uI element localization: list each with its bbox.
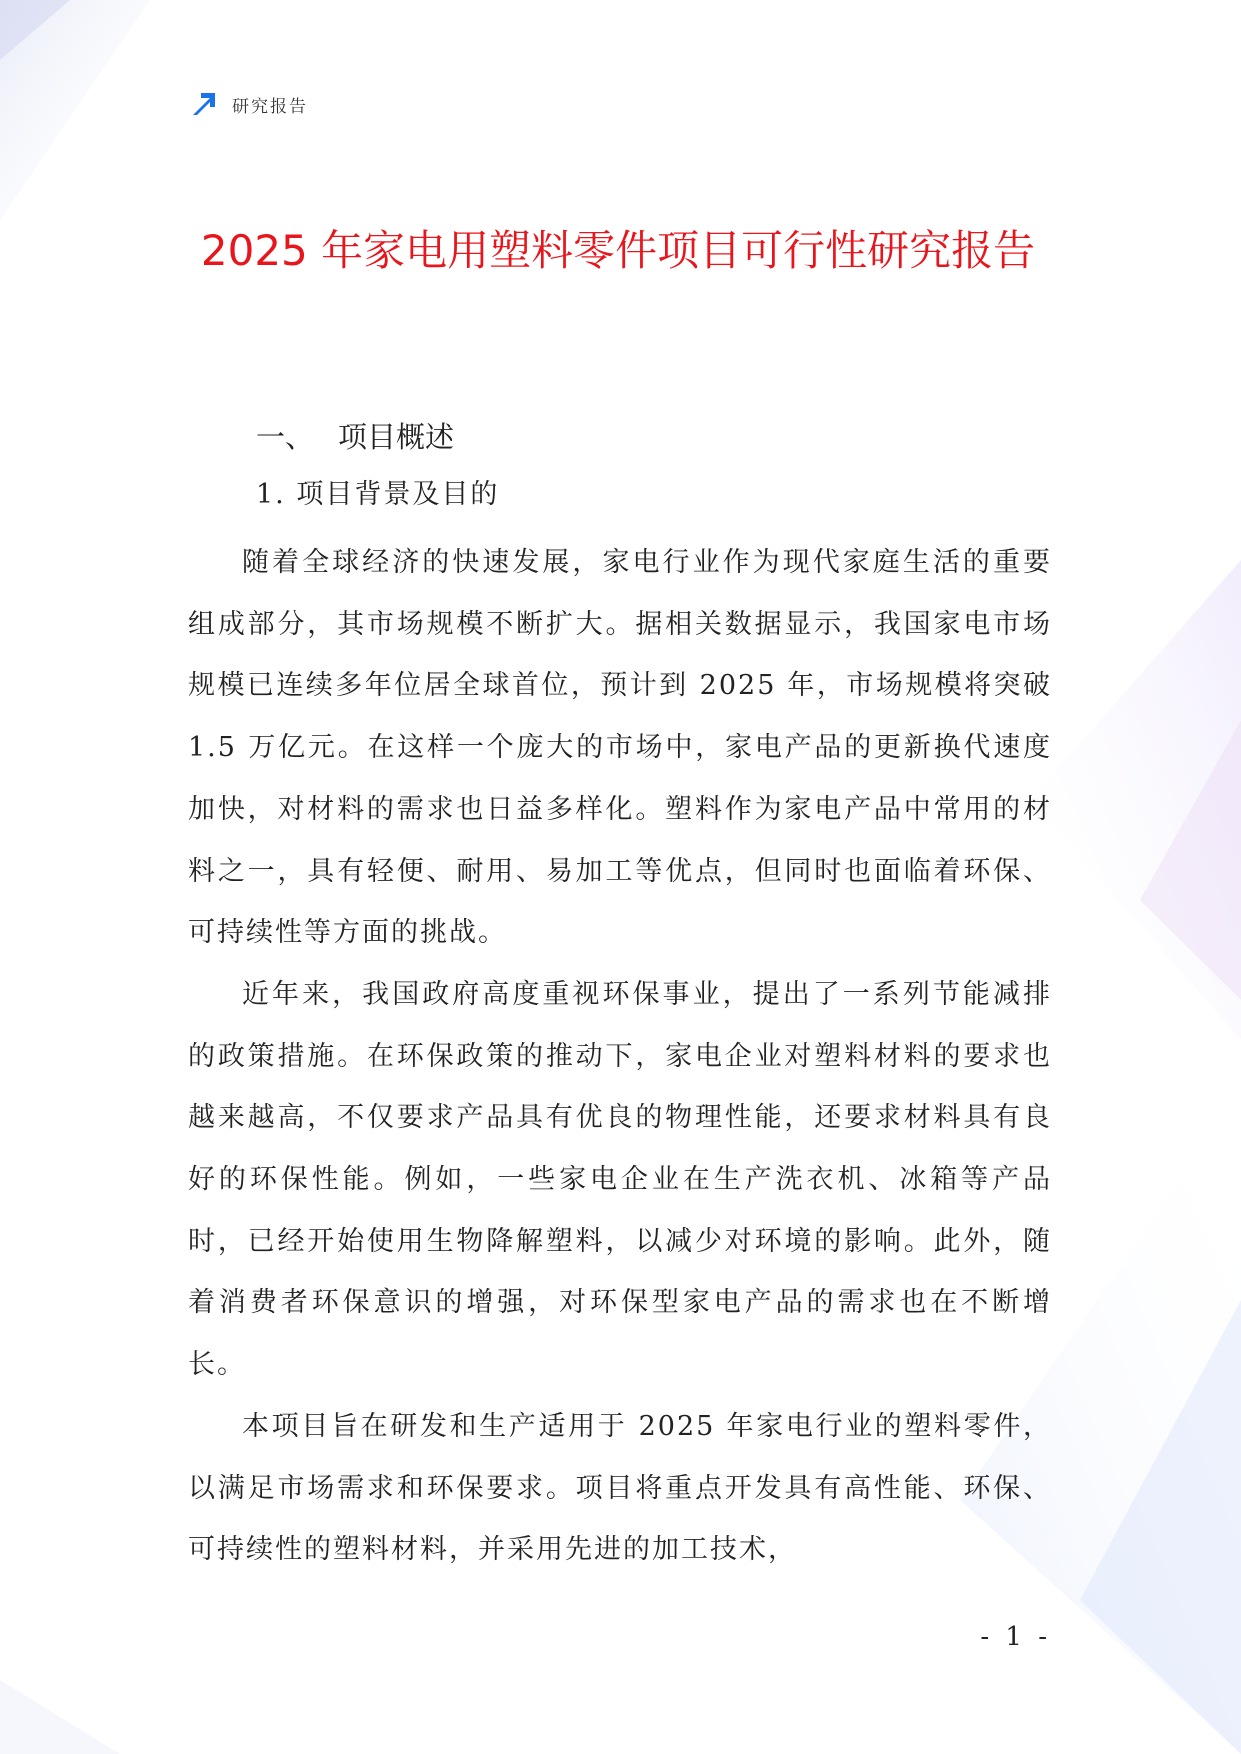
section-title: 项目概述 [338,420,455,454]
report-header [188,88,308,120]
document-body [188,414,1052,1581]
section-number: 一、 [256,420,315,454]
paragraph: 近年来，我国政府高度重视环保事业，提出了一系列节能减排的政策措施。在环保政策的推动下，家电企业对塑料材料的要求也越来越高，不仅要求产品具有优良的物理性能，还要求材料具有良好的环保性能。例如，一些家电企业在生产洗衣机、冰箱等产品时，已经开始使用生物降解塑料，以减少对环境的影响。此外，随着消费者环保意识的增强，对环保型家电产品的需求也在不断增长。 [188,978,1052,1381]
subsection-heading: 1. 项目背景及目的 [256,479,500,510]
arrow-logo-icon [188,88,220,120]
paragraph: 随着全球经济的快速发展，家电行业作为现代家庭生活的重要组成部分，其市场规模不断扩大。据相关数据显示，我国家电市场规模已连续多年位居全球首位，预计到 2025 年，市场规模将突破 1.5 万亿元。在这样一个庞大的市场中，家电产品的更新换代速度加快，对材料的需求也日益多样化。塑料作为家电产品中常用的材料之一，具有轻便、耐用、易加工等优点，但同时也面临着环保、可持续性等方面的挑战。 [188,547,1052,949]
page-number: - 1 - [980,1622,1051,1652]
section-heading [256,414,1052,460]
paragraph: 本项目旨在研发和生产适用于 2025 年家电行业的塑料零件，以满足市场需求和环保要求。项目将重点开发具有高性能、环保、可持续性的塑料材料，并采用先进的加工技术， [188,1410,1052,1566]
document-title: 2025 年家电用塑料零件项目可行性研究报告 [200,226,1036,275]
header-label: 研究报告 [232,96,308,117]
